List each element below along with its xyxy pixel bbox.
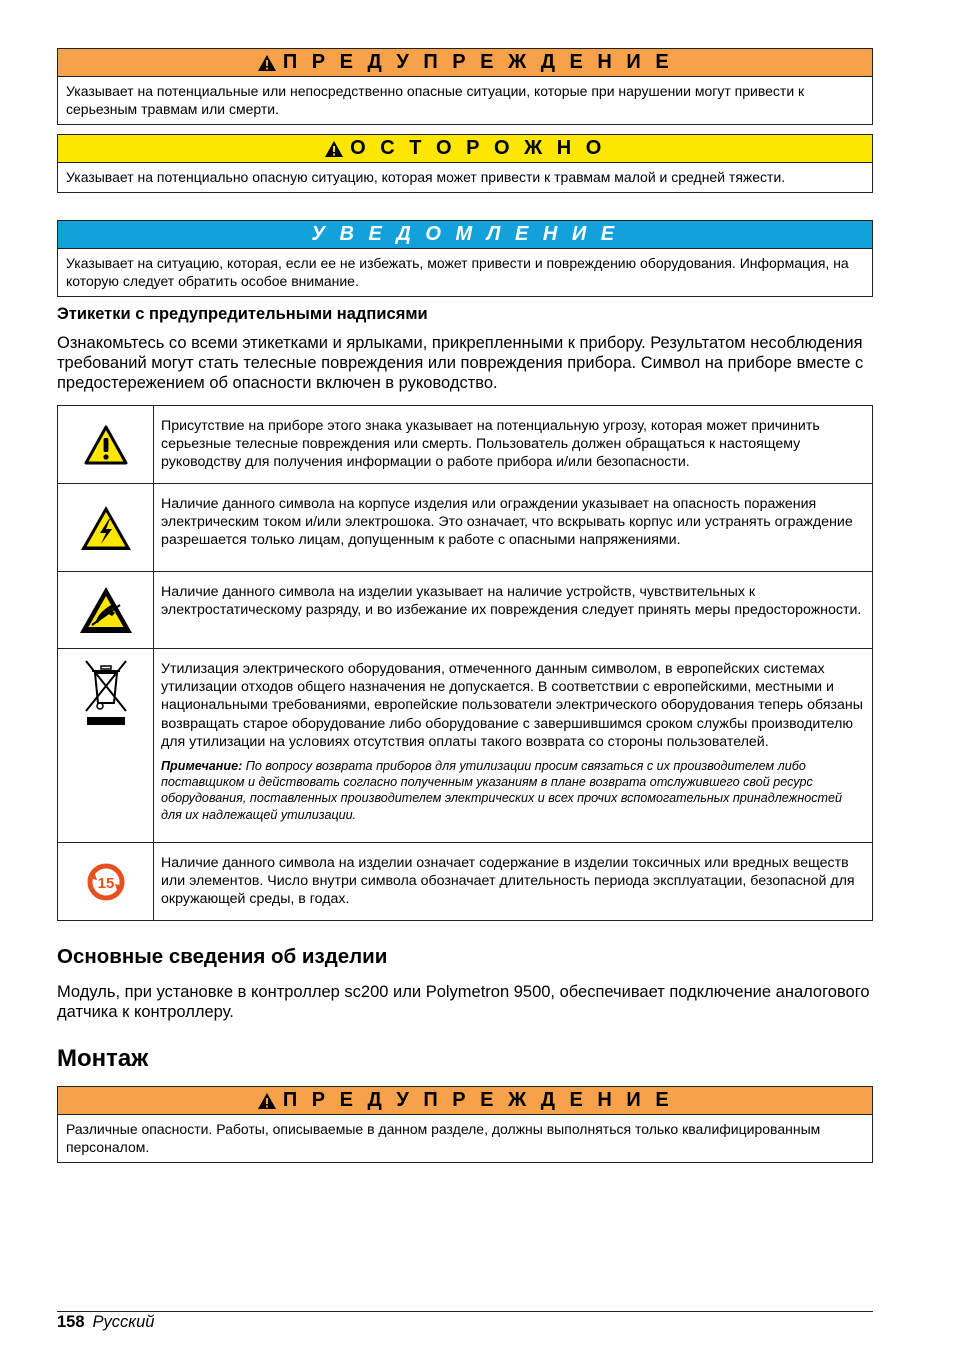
table-row <box>58 572 873 649</box>
efup-15-icon <box>84 860 128 904</box>
warning-triangle-icon <box>84 425 128 465</box>
warning-triangle-icon <box>324 140 344 158</box>
warning-text: Указывает на потенциальные или непосредственно опасные ситуации, которые при нарушении могут привести к серьезным травмам или смерти. <box>66 83 805 117</box>
notice-title: У В Е Д О М Л Е Н И Е <box>311 223 619 245</box>
warning-text: Различные опасности. Работы, описываемые в данном разделе, должны выполняться только квалифицированным персоналом. <box>66 1121 821 1155</box>
caution-title: О С Т О Р О Ж Н О <box>350 137 606 159</box>
caution-header <box>58 135 872 163</box>
esd-icon <box>78 585 134 635</box>
product-text: Модуль, при установке в контроллер sc200 или Polymetron 9500, обеспечивает подключение аналогового датчика к контроллеру. <box>57 983 870 1021</box>
warning-header <box>58 49 872 77</box>
note-label: Примечание: <box>161 759 243 774</box>
caution-callout <box>57 134 873 193</box>
note-text: По вопросу возврата приборов для утилизации просим связаться с их производителем либо поставщиком и действовать согласно полученным указаниям в плане возврата отслужившего свой ресурс оборудования, поставленных производителем электрических и всех прочих вспомогательных принадлежностей для их надлежащей утилизации. <box>161 759 843 822</box>
labels-intro: Ознакомьтесь со всеми этикетками и ярлыками, прикрепленными к прибору. Результатом несоблюдения требований могут стать телесные повреждения или повреждения прибора. Символ на приборе вместе с предостережением об опасности включен в руководство. <box>57 334 864 392</box>
notice-header <box>58 221 872 249</box>
page-number: 158 <box>57 1313 85 1331</box>
warning-triangle-icon <box>257 54 277 72</box>
efup-number: 15 <box>97 874 114 892</box>
warning-header <box>58 1087 872 1115</box>
weee-bin-icon <box>82 659 130 725</box>
warning-title: П Р Е Д У П Р Е Ж Д Е Н И Е <box>282 1089 674 1111</box>
mount-heading: Монтаж <box>57 1045 149 1072</box>
electric-shock-icon <box>79 504 133 552</box>
labels-heading: Этикетки с предупредительными надписями <box>57 305 428 323</box>
product-heading: Основные сведения об изделии <box>57 945 388 968</box>
warning-title: П Р Е Д У П Р Е Ж Д Е Н И Е <box>282 51 674 73</box>
footer-language: Русский <box>92 1313 155 1331</box>
table-row <box>58 649 873 843</box>
notice-text: Указывает на ситуацию, которая, если ее не избежать, может привести и повреждению оборудования. Информация, на которую следует обратить особое внимание. <box>66 255 849 289</box>
table-row <box>58 484 873 572</box>
symbol-description: Наличие данного символа на изделии означает содержание в изделии токсичных или вредных веществ или элементов. Число внутри символа обозначает длительность периода эксплуатации, безопасной для окружающей среды, в годах. <box>154 843 873 921</box>
footer-divider <box>57 1311 873 1312</box>
symbols-table <box>57 405 873 921</box>
warning-callout <box>57 1086 873 1163</box>
warning-triangle-icon <box>257 1092 277 1110</box>
note <box>161 758 866 823</box>
symbol-description: Присутствие на приборе этого знака указывает на потенциальную угрозу, которая может причинить серьезные телесные повреждения или смерть. Пользователь должен обращаться к настоящему руководству для получения информации о работе прибора и/или безопасности. <box>154 406 873 484</box>
symbol-description: Наличие данного символа на корпусе изделия или ограждении указывает на опасность поражения электрическим током и/или электрошока. Это означает, что вскрывать корпус или устранять ограждение разрешается только лицам, допущенным к работе с опасными напряжениями. <box>154 484 873 572</box>
symbol-description: Утилизация электрического оборудования, отмеченного данным символом, в европейских системах утилизации отходов общего назначения не допускается. В соответствии с европейскими, местными и национальными требованиями, европейские пользователи электрического оборудования теперь обязаны возвращать старое оборудование либо оборудование с завершившимся сроком службы производителю для утилизации на условиях отсутствия оплаты такого возврата со стороны пользователей. <box>161 661 863 750</box>
table-row <box>58 843 873 921</box>
footer <box>57 1313 154 1332</box>
symbol-description: Наличие данного символа на изделии указывает на наличие устройств, чувствительных к электростатическому разряду, и во избежание их повреждения следует принять меры предосторожности. <box>154 572 873 649</box>
table-row <box>58 406 873 484</box>
caution-text: Указывает на потенциально опасную ситуацию, которая может привести к травмам малой и средней тяжести. <box>66 169 786 185</box>
warning-callout <box>57 48 873 125</box>
notice-callout <box>57 220 873 297</box>
